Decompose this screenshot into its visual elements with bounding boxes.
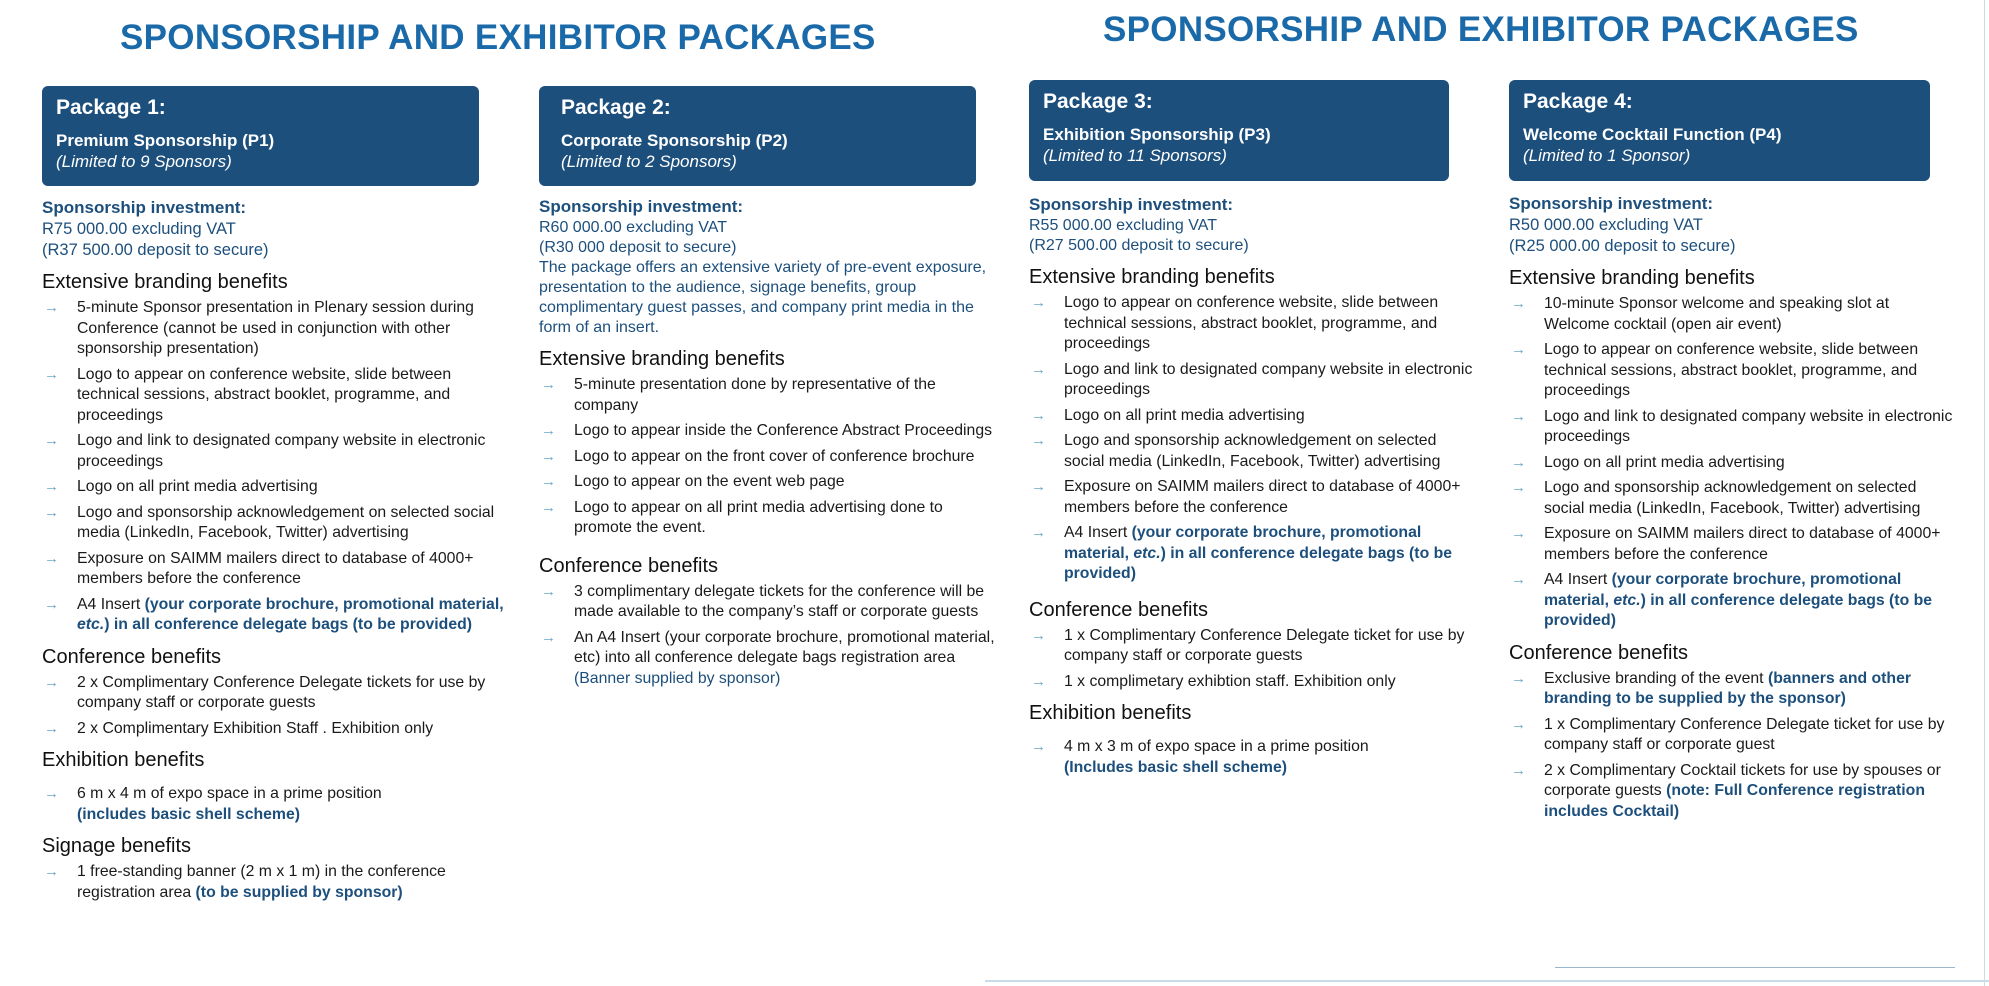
package-4-header xyxy=(1509,80,1930,181)
arrow-right-icon: → xyxy=(1031,672,1046,690)
package-1-header xyxy=(42,86,479,186)
package-subtitle: Corporate Sponsorship (P2) xyxy=(561,131,788,150)
arrow-right-icon: → xyxy=(44,478,59,495)
package-subtitle: Welcome Cocktail Function (P4) xyxy=(1523,125,1782,144)
arrow-right-icon: → xyxy=(1031,738,1046,755)
list-item: → Logo and sponsorship acknowledgement on selected social media (LinkedIn, Facebook, Twitter) advertising xyxy=(44,503,495,541)
conference-title: Conference benefits xyxy=(42,645,222,668)
page-edge-divider xyxy=(985,980,1989,982)
investment-deposit: (R30 000 deposit to secure) xyxy=(539,239,737,256)
page-title-left: SPONSORSHIP AND EXHIBITOR PACKAGES xyxy=(120,18,876,57)
arrow-right-icon: → xyxy=(1031,360,1046,378)
conference-title: Conference benefits xyxy=(1509,641,1689,664)
investment-description: The package offers an extensive variety of pre-event exposure, presentation to the audience, signage benefits, group complimentary guest passes, and company print media in the form of an insert. xyxy=(539,259,987,336)
list-item: → Exposure on SAIMM mailers direct to database of 4000+ members before the conference xyxy=(44,549,474,587)
branding-title: Extensive branding benefits xyxy=(1509,267,1755,289)
investment-deposit: (R25 000.00 deposit to secure) xyxy=(1509,237,1736,255)
arrow-right-icon: → xyxy=(44,595,59,613)
investment-deposit: (R27 500.00 deposit to secure) xyxy=(1029,237,1249,254)
page-edge-divider xyxy=(1555,967,1955,968)
list-item: → Exclusive branding of the event (banners and other branding to be supplied by the sponsor) xyxy=(1511,669,1912,707)
package-limit: (Limited to 11 Sponsors) xyxy=(1043,146,1227,165)
list-item: → 1 x complimetary exhibtion staff. Exhibition only xyxy=(1029,672,1477,693)
package-subtitle: Exhibition Sponsorship (P3) xyxy=(1043,125,1271,144)
arrow-right-icon: → xyxy=(1511,525,1526,542)
list-item: → 5-minute presentation done by representative of the company xyxy=(541,376,936,414)
list-item: → Logo and link to designated company website in electronic proceedings xyxy=(44,432,486,470)
list-item: → Logo and link to designated company website in electronic proceedings xyxy=(1031,360,1473,398)
arrow-right-icon: → xyxy=(44,785,59,802)
page-title-right: SPONSORSHIP AND EXHIBITOR PACKAGES xyxy=(1103,10,1859,49)
package-limit: (Limited to 1 Sponsor) xyxy=(1523,146,1691,165)
list-item: → Exposure on SAIMM mailers direct to database of 4000+ members before the conference xyxy=(1031,478,1461,516)
conference-list xyxy=(539,582,1001,690)
list-item: → Logo on all print media advertising xyxy=(42,477,508,498)
arrow-right-icon: → xyxy=(541,447,556,465)
arrow-right-icon: → xyxy=(1511,571,1526,588)
list-item: → 1 x Complimentary Conference Delegate ticket for use by company staff or corporate guest xyxy=(1511,715,1945,753)
arrow-right-icon: → xyxy=(541,628,556,646)
package-name: Package 4: xyxy=(1523,90,1633,113)
conference-title: Conference benefits xyxy=(539,554,719,577)
list-item: → Logo to appear on the event web page xyxy=(539,472,1001,493)
investment-price: R60 000.00 excluding VAT xyxy=(539,219,727,236)
investment-price: R50 000.00 excluding VAT xyxy=(1509,216,1703,234)
investment-title: Sponsorship investment: xyxy=(1509,194,1714,213)
package-2-body xyxy=(539,196,1001,694)
investment-price: R55 000.00 excluding VAT xyxy=(1029,217,1217,234)
conference-list xyxy=(42,673,508,740)
investment-title: Sponsorship investment: xyxy=(42,198,247,217)
package-limit: (Limited to 2 Sponsors) xyxy=(561,152,737,171)
arrow-right-icon: → xyxy=(44,549,59,567)
exhibition-title: Exhibition benefits xyxy=(1029,702,1192,724)
arrow-right-icon: → xyxy=(1031,478,1046,495)
arrow-right-icon: → xyxy=(541,582,556,600)
package-name: Package 3: xyxy=(1043,90,1153,113)
list-item: → Exposure on SAIMM mailers direct to database of 4000+ members before the conference xyxy=(1511,525,1941,563)
arrow-right-icon: → xyxy=(1031,626,1046,644)
branding-title: Extensive branding benefits xyxy=(1029,266,1275,288)
branding-list xyxy=(539,375,1001,539)
list-item: → 4 m x 3 m of expo space in a prime position (Includes basic shell scheme) xyxy=(1031,738,1369,776)
package-1-body xyxy=(42,197,508,908)
arrow-right-icon: → xyxy=(1511,341,1526,358)
list-item: → 2 x Complimentary Conference Delegate tickets for use by company staff or corporate guests xyxy=(44,673,486,711)
investment-title: Sponsorship investment: xyxy=(1029,195,1234,214)
investment-deposit: (R37 500.00 deposit to secure) xyxy=(42,241,269,259)
investment-title: Sponsorship investment: xyxy=(539,197,744,216)
branding-title: Extensive branding benefits xyxy=(539,348,785,370)
package-name: Package 2: xyxy=(561,96,671,119)
arrow-right-icon: → xyxy=(44,719,59,737)
exhibition-list xyxy=(1029,737,1477,778)
arrow-right-icon: → xyxy=(541,473,556,490)
arrow-right-icon: → xyxy=(1511,669,1526,687)
package-2-header xyxy=(539,86,976,186)
list-item: → A4 Insert (your corporate brochure, promotional material, etc.) in all conference delegate bags (to be provided) xyxy=(44,595,504,633)
list-item: → Logo and sponsorship acknowledgement on selected social media (LinkedIn, Facebook, Twitter) advertising xyxy=(1511,479,1921,517)
arrow-right-icon: → xyxy=(44,365,59,383)
page-edge-divider xyxy=(1984,0,1985,986)
list-item: → Logo to appear on the front cover of conference brochure xyxy=(539,447,1001,468)
arrow-right-icon: → xyxy=(1511,761,1526,779)
package-subtitle: Premium Sponsorship (P1) xyxy=(56,131,275,150)
arrow-right-icon: → xyxy=(1031,524,1046,541)
branding-list xyxy=(42,298,508,636)
list-item: → Logo on all print media advertising xyxy=(1509,453,1957,474)
list-item: → An A4 Insert (your corporate brochure, promotional material, etc) into all conference delegate bags registration area (Banner supplied by sponsor) xyxy=(541,628,995,687)
list-item: → Logo to appear on conference website, slide between technical sessions, abstract booklet, programme, and proceedings xyxy=(1511,341,1919,399)
package-3-body xyxy=(1029,194,1477,783)
signage-list xyxy=(42,862,508,903)
arrow-right-icon: → xyxy=(44,673,59,691)
arrow-right-icon: → xyxy=(1511,453,1526,471)
list-item: → 1 x Complimentary Conference Delegate ticket for use by company staff or corporate guests xyxy=(1031,626,1465,664)
list-item: → 10-minute Sponsor welcome and speaking slot at Welcome cocktail (open air event) xyxy=(1511,295,1890,333)
arrow-right-icon: → xyxy=(541,498,556,516)
package-limit: (Limited to 9 Sponsors) xyxy=(56,152,232,171)
arrow-right-icon: → xyxy=(44,432,59,449)
list-item: → Logo to appear on all print media advertising done to promote the event. xyxy=(541,498,943,536)
conference-title: Conference benefits xyxy=(1029,598,1209,621)
arrow-right-icon: → xyxy=(44,299,59,316)
arrow-right-icon: → xyxy=(1511,715,1526,733)
list-item: → Logo to appear on conference website, slide between technical sessions, abstract booklet, programme, and proceedings xyxy=(44,365,452,424)
exhibition-title: Exhibition benefits xyxy=(42,749,205,771)
list-item: → Logo to appear on conference website, slide between technical sessions, abstract booklet, programme, and proceedings xyxy=(1031,294,1439,352)
conference-list xyxy=(1029,626,1477,693)
package-3-header xyxy=(1029,80,1449,181)
list-item: → 2 x Complimentary Cocktail tickets for use by spouses or corporate guests (note: Full Conference registration includes Cocktail) xyxy=(1511,761,1941,820)
signage-title: Signage benefits xyxy=(42,835,192,857)
list-item: → 2 x Complimentary Exhibition Staff . Exhibition only xyxy=(42,719,508,740)
list-item: → Logo and sponsorship acknowledgement on selected social media (LinkedIn, Facebook, Twitter) advertising xyxy=(1031,432,1441,470)
arrow-right-icon: → xyxy=(1511,479,1526,496)
arrow-right-icon: → xyxy=(541,422,556,439)
list-item: → A4 Insert (your corporate brochure, promotional material, etc.) in all conference delegate bags (to be provided) xyxy=(1511,571,1933,629)
arrow-right-icon: → xyxy=(1031,406,1046,424)
list-item: → 1 free-standing banner (2 m x 1 m) in the conference registration area (to be supplied by sponsor) xyxy=(44,863,446,901)
list-item: → 6 m x 4 m of expo space in a prime position (includes basic shell scheme) xyxy=(44,785,382,823)
arrow-right-icon: → xyxy=(44,503,59,521)
branding-title: Extensive branding benefits xyxy=(42,271,288,293)
package-4-body xyxy=(1509,193,1957,827)
branding-list xyxy=(1509,294,1957,632)
list-item: → Logo and link to designated company website in electronic proceedings xyxy=(1511,407,1953,445)
arrow-right-icon: → xyxy=(1031,294,1046,311)
arrow-right-icon: → xyxy=(44,863,59,880)
list-item: → Logo on all print media advertising xyxy=(1029,406,1477,427)
list-item: → 3 complimentary delegate tickets for the conference will be made available to the company’s staff or corporate guests xyxy=(541,582,985,620)
arrow-right-icon: → xyxy=(1031,432,1046,449)
exhibition-list xyxy=(42,784,508,825)
list-item: → A4 Insert (your corporate brochure, promotional material, etc.) in all conference delegate bags (to be provided) xyxy=(1031,524,1453,582)
arrow-right-icon: → xyxy=(541,376,556,393)
branding-list xyxy=(1029,293,1477,585)
conference-list xyxy=(1509,669,1957,823)
investment-price: R75 000.00 excluding VAT xyxy=(42,220,236,238)
package-name: Package 1: xyxy=(56,96,166,119)
list-item: → Logo to appear inside the Conference Abstract Proceedings xyxy=(539,421,1001,442)
arrow-right-icon: → xyxy=(1511,295,1526,312)
arrow-right-icon: → xyxy=(1511,407,1526,425)
list-item: → 5-minute Sponsor presentation in Plenary session during Conference (cannot be used in conjunction with other sponsorship presentation) xyxy=(44,299,474,357)
